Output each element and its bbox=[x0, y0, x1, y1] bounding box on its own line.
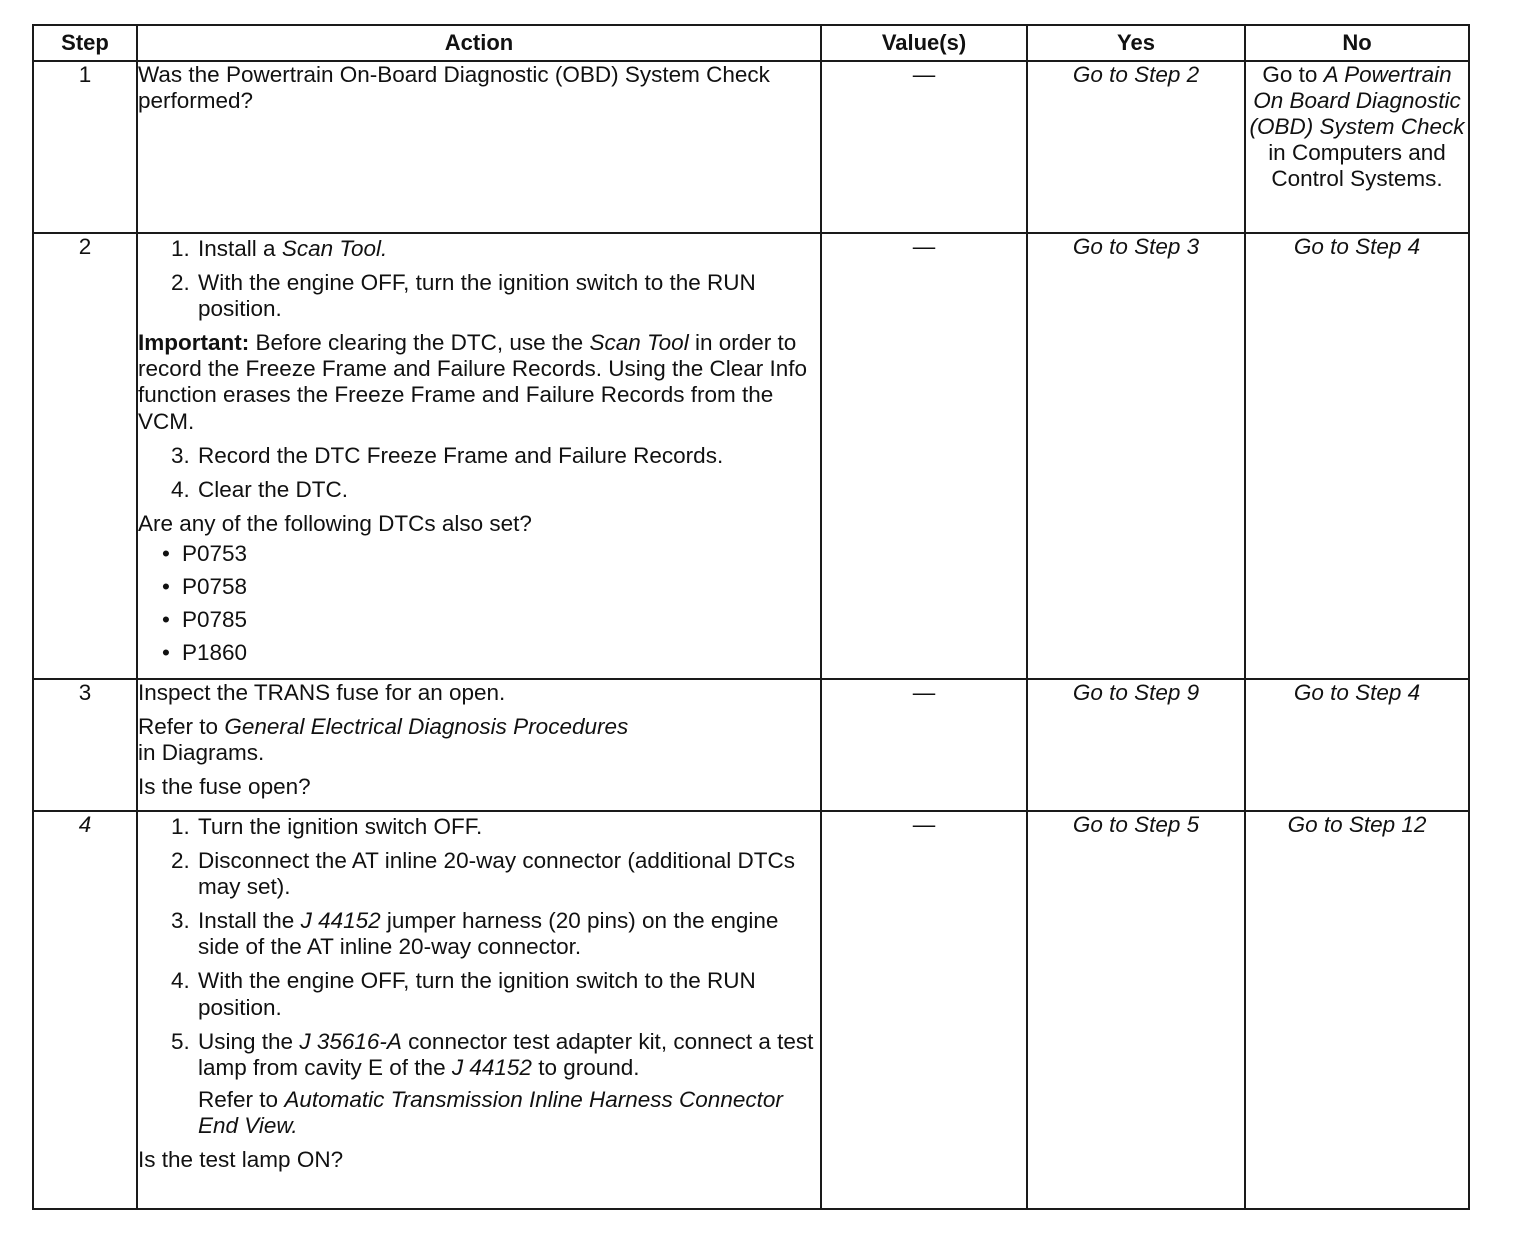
header-action: Action bbox=[137, 25, 821, 61]
action-cell bbox=[137, 233, 821, 679]
no-cell: Go to Step 4 bbox=[1245, 233, 1469, 679]
action-question: Are any of the following DTCs also set? bbox=[138, 510, 532, 536]
procedure-list bbox=[138, 443, 820, 503]
step-number: 2 bbox=[33, 233, 137, 679]
no-cell: Go to Step 12 bbox=[1245, 811, 1469, 1209]
no-link-text: A Powertrain On Board Diagnostic (OBD) System Check bbox=[1249, 62, 1465, 139]
header-row bbox=[33, 25, 1469, 61]
table-row bbox=[33, 811, 1469, 1209]
list-item: • P0758 bbox=[182, 574, 820, 600]
no-suffix: Computers and Control Systems. bbox=[1271, 139, 1446, 191]
value-cell: — bbox=[821, 811, 1027, 1209]
action-text: Inspect the TRANS fuse for an open. bbox=[138, 680, 506, 705]
list-item: • P0785 bbox=[182, 607, 820, 633]
table-row bbox=[33, 679, 1469, 811]
no-cell bbox=[1245, 61, 1469, 233]
table-row bbox=[33, 233, 1469, 679]
list-item: 1. Turn the ignition switch OFF. bbox=[196, 814, 820, 840]
header-no: No bbox=[1245, 25, 1469, 61]
table-row bbox=[33, 61, 1469, 233]
step-number: 1 bbox=[33, 61, 137, 233]
list-item: 2. Disconnect the AT inline 20-way connector (additional DTCs may set). bbox=[196, 848, 820, 900]
header-values: Value(s) bbox=[821, 25, 1027, 61]
value-cell: — bbox=[821, 679, 1027, 811]
list-item: 2. With the engine OFF, turn the ignition switch to the RUN position. bbox=[196, 270, 820, 322]
list-item: 5. Using the J 35616-A connector test adapter kit, connect a test lamp from cavity E of the J 44152 to ground. Refer to Automatic Transmission Inline Harness Connector End View. bbox=[196, 1029, 820, 1139]
list-item: 3. Record the DTC Freeze Frame and Failure Records. bbox=[196, 443, 820, 469]
reference-text: Refer to Automatic Transmission Inline Harness Connector End View. bbox=[198, 1086, 783, 1138]
yes-cell: Go to Step 5 bbox=[1027, 811, 1245, 1209]
action-cell bbox=[137, 679, 821, 811]
step-number: 3 bbox=[33, 679, 137, 811]
list-item: 3. Install the J 44152 jumper harness (20 pins) on the engine side of the AT inline 20-way connector. bbox=[196, 908, 820, 960]
no-mid: in bbox=[1268, 139, 1286, 165]
procedure-list bbox=[138, 814, 820, 1139]
list-item: 1. Install a Scan Tool. bbox=[196, 236, 820, 262]
header-yes: Yes bbox=[1027, 25, 1245, 61]
diagnostic-table bbox=[32, 24, 1470, 1210]
important-note: Important: Before clearing the DTC, use the Scan Tool in order to record the Freeze Frame and Failure Records. Using the Clear Info function erases the Freeze Frame and Failure Records from the VCM. bbox=[138, 330, 808, 434]
header-step: Step bbox=[33, 25, 137, 61]
dtc-list bbox=[138, 541, 820, 666]
yes-cell: Go to Step 9 bbox=[1027, 679, 1245, 811]
value-cell: — bbox=[821, 233, 1027, 679]
reference-text: Refer to General Electrical Diagnosis Procedures in Diagrams. bbox=[138, 714, 629, 766]
no-prefix: Go to bbox=[1262, 62, 1318, 87]
value-cell: — bbox=[821, 61, 1027, 233]
step-number: 4 bbox=[33, 811, 137, 1209]
action-cell bbox=[137, 61, 821, 233]
list-item: 4. Clear the DTC. bbox=[196, 477, 820, 503]
yes-cell: Go to Step 2 bbox=[1027, 61, 1245, 233]
action-text: Was the Powertrain On-Board Diagnostic (OBD) System Check performed? bbox=[138, 62, 770, 114]
no-cell: Go to Step 4 bbox=[1245, 679, 1469, 811]
yes-cell: Go to Step 3 bbox=[1027, 233, 1245, 679]
action-question: Is the test lamp ON? bbox=[138, 1147, 344, 1173]
list-item: • P1860 bbox=[182, 640, 820, 666]
list-item: • P0753 bbox=[182, 541, 820, 567]
list-item: 4. With the engine OFF, turn the ignition switch to the RUN position. bbox=[196, 968, 820, 1020]
action-cell bbox=[137, 811, 821, 1209]
action-question: Is the fuse open? bbox=[138, 774, 311, 800]
procedure-list bbox=[138, 236, 820, 322]
